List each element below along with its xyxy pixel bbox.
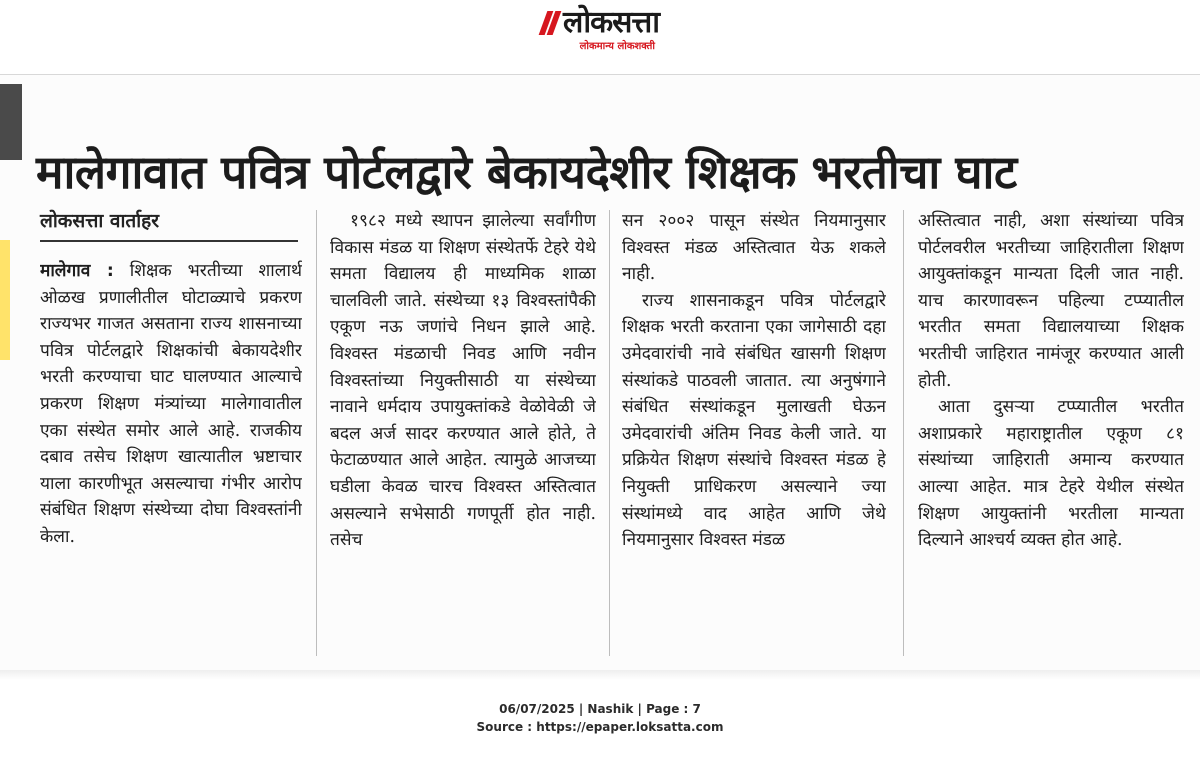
clipping-bottom-edge: [0, 670, 1200, 680]
article-dateline: मालेगाव :: [40, 261, 114, 281]
article-headline: मालेगावात पवित्र पोर्टलद्वारे बेकायदेशीर शिक्षक भरतीचा घाट: [36, 144, 1017, 199]
column-4-text-a: अस्तित्वात नाही, अशा संस्थांच्या पवित्र पोर्टलवरील भरतीच्या जाहिरातीला शिक्षण आयुक्तांकडून मान्यता दिली जात नाही. याच कारणावरून पहिल्या टप्प्यातील भरतीत समता विद्यालयाच्या शिक्षक भरतीची जाहिरात नामंजूर करण्यात आली होती.: [918, 211, 1184, 391]
masthead: [0, 0, 1200, 64]
footer-source-url[interactable]: Source : https://epaper.loksatta.com: [476, 720, 724, 734]
article-column-4: [918, 208, 1184, 668]
logo-tagline: लोकमान्य लोकशक्ती: [579, 41, 655, 52]
article-column-1: [40, 258, 302, 658]
column-3-text-b: राज्य शासनाकडून पवित्र पोर्टलद्वारे शिक्षक भरती करताना एका जागेसाठी दहा उमेदवारांची नावे संबंधित खासगी शिक्षण संस्थांकडे पाठवली जातात. त्या अनुषंगाने संबंधित संस्थांकडून मुलाखती घेऊन उमेदवारांची अंतिम निवड केली जाते. या प्रक्रियेत शिक्षण संस्थांचे विश्वस्त मंडळ हे नियुक्ती प्राधिकरण असल्याने ज्या संस्थांमध्ये वाद आहेत आणि जेथे नियमानुसार विश्वस्त मंडळ: [622, 290, 886, 551]
clipping-edge-highlight: [0, 240, 10, 360]
clipping-edge-shadow: [0, 84, 22, 160]
column-2-text: १९८२ मध्ये स्थापन झालेल्या सर्वांगीण विकास मंडळ या शिक्षण संस्थेतर्फे टेहरे येथे समता विद्यालय ही माध्यमिक शाळा चालविली जाते. संस्थेच्या १३ विश्वस्तांपैकी एकूण नऊ जणांचे निधन झाले आहे. विश्वस्त मंडळाची निवड आणि नवीन विश्वस्तांच्या नियुक्तीसाठी या संस्थेच्या नावाने धर्मदाय उपायुक्तांकडे वेळोवेळी जे बदल अर्ज सादर करण्यात आले होते, ते फेटाळण्यात आले आहेत. त्यामुळे आजच्या घडीला केवळ चारच विश्वस्त अस्तित्वात असल्याने सभेसाठी गणपूर्ती होत नाही. तसेच: [330, 211, 596, 551]
column-divider: [609, 210, 610, 656]
article-column-2: [330, 208, 596, 668]
source-footer: [0, 700, 1200, 736]
loksatta-logo: [541, 6, 659, 52]
column-1-text: शिक्षक भरतीच्या शालार्थ ओळख प्रणालीतील घोटाळ्याचे प्रकरण राज्यभर गाजत असताना राज्य शासनाच्या पवित्र पोर्टलद्वारे शिक्षकांची बेकायदेशीर भरती करण्याचा घाट घालण्यात आल्याचे प्रकरण शिक्षण मंत्र्यांच्या मालेगावातील एका संस्थेत समोर आले आहे. राजकीय दबाव तसेच शिक्षण खात्यातील भ्रष्टाचार याला कारणीभूत असल्याचा गंभीर आरोप संबंधित शिक्षण संस्थेच्या दोघा विश्वस्तांनी केला.: [40, 261, 302, 547]
column-4-text-b: आता दुसऱ्या टप्प्यातील भरतीत अशाप्रकारे महाराष्ट्रातील एकूण ८१ संस्थांच्या जाहिराती अमान्य करण्यात आल्या आहेत. मात्र टेहरे येथील संस्थेत शिक्षण आयुक्तांनी भरतीला मान्यता दिल्याने आश्चर्य व्यक्त होत आहे.: [918, 397, 1184, 551]
logo-mark-icon: [541, 9, 559, 37]
column-divider: [316, 210, 317, 656]
footer-date-edition-page: 06/07/2025 | Nashik | Page : 7: [499, 702, 701, 716]
column-divider: [903, 210, 904, 656]
logo-text: लोकसत्ता: [563, 5, 659, 40]
article-byline: लोकसत्ता वार्ताहर: [40, 208, 298, 242]
article-column-3: [622, 208, 886, 668]
column-3-text-a: सन २००२ पासून संस्थेत नियमानुसार विश्वस्त मंडळ अस्तित्वात येऊ शकले नाही.: [622, 211, 886, 285]
